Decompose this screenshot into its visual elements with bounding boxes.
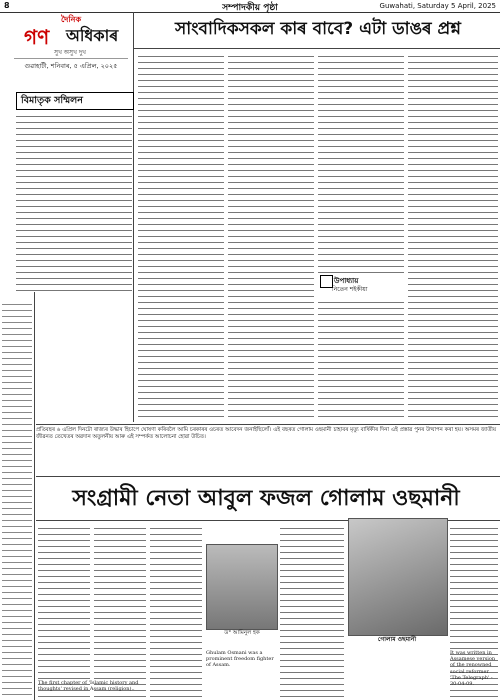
author-name: উপাধ্যায় <box>334 277 359 285</box>
masthead-prefix: দৈনিক <box>60 15 82 24</box>
masthead <box>14 14 128 84</box>
main-article-col3 <box>318 52 404 274</box>
author-box <box>320 275 368 295</box>
lower-col2 <box>94 524 146 700</box>
left-column-text <box>2 300 32 700</box>
second-headline: সংগ্ৰামী নেতা আবুল ফজল গোলাম ওছমানী <box>72 486 460 511</box>
photo-caption-large: গোলাম ওছমানী <box>377 636 417 643</box>
masthead-tagline: সুখ অসুখ দুখ <box>54 49 86 56</box>
portrait-photo-large <box>348 518 448 636</box>
column-divider <box>133 12 134 422</box>
main-headline: সাংবাদিকসকল কাৰ বাবে? এটা ডাঙৰ প্ৰশ্ন <box>175 19 461 39</box>
editorial-heading: বিমাতৃক সম্মিলন <box>16 92 134 110</box>
rule <box>134 48 500 49</box>
photo-caption-small: ড° আমিনুল হক <box>224 630 260 636</box>
english-snippet-1: The first chapter of 'Islamic history and thoughts' revised in Assam (religion).. <box>38 680 139 693</box>
masthead-issue-date: গুৱাহাটী, শনিবাৰ, ৫ এপ্ৰিল, ২০২৫ <box>14 58 128 72</box>
main-article-col2 <box>228 52 314 422</box>
lower-col3 <box>150 524 202 700</box>
banner-text: প্ৰতিবছৰ ৬ এপ্ৰিল দিনটো ৰাজ্যৰ উদ্ধাৰ হিচাপে ঘোষণা কৰিবলৈ আমি চৰকাৰৰ ওচৰত আবেদন জনাইছিলোঁ। এই বছৰত গোলাম ওছমানী চাহাবৰ মৃত্যু বাৰ্ষিকীৰ দিনা এই প্ৰস্তাৱ পুনৰ উত্থাপন কৰা হয়। অসমৰ জাতীয় জীৱনত তেখেতৰ অৱদান অতুলনীয় আৰু এই সম্পৰ্কত আলোচনা হোৱা উচিত। <box>36 427 496 440</box>
main-article-col3-lower <box>318 298 404 422</box>
rule <box>36 476 500 477</box>
masthead-name-part2: অধিকাৰ <box>66 26 119 45</box>
main-article-col1 <box>138 52 224 422</box>
page-number: 8 <box>4 1 10 10</box>
masthead-name-part1: গণ <box>24 25 50 49</box>
english-snippet-2: Ghulam Osmani was a prominent freedom fighter of Assam. <box>206 650 274 669</box>
english-snippet-3: It was written in Assamese version of the renowned social reformer 'The Telegraph' - 30-04-09. <box>450 650 496 688</box>
rule <box>36 424 500 425</box>
column-divider <box>34 290 35 700</box>
editorial-body <box>16 112 132 292</box>
section-title: সম্পাদকীয় পৃষ্ঠা <box>222 3 278 13</box>
author-sub: নিতেন শইকীয়া <box>332 286 368 293</box>
dateline: Guwahati, Saturday 5 April, 2025 <box>379 2 496 10</box>
portrait-photo-small <box>206 544 278 630</box>
lower-col4 <box>280 524 344 700</box>
lower-col1 <box>38 524 90 700</box>
main-article-col4 <box>408 52 498 422</box>
